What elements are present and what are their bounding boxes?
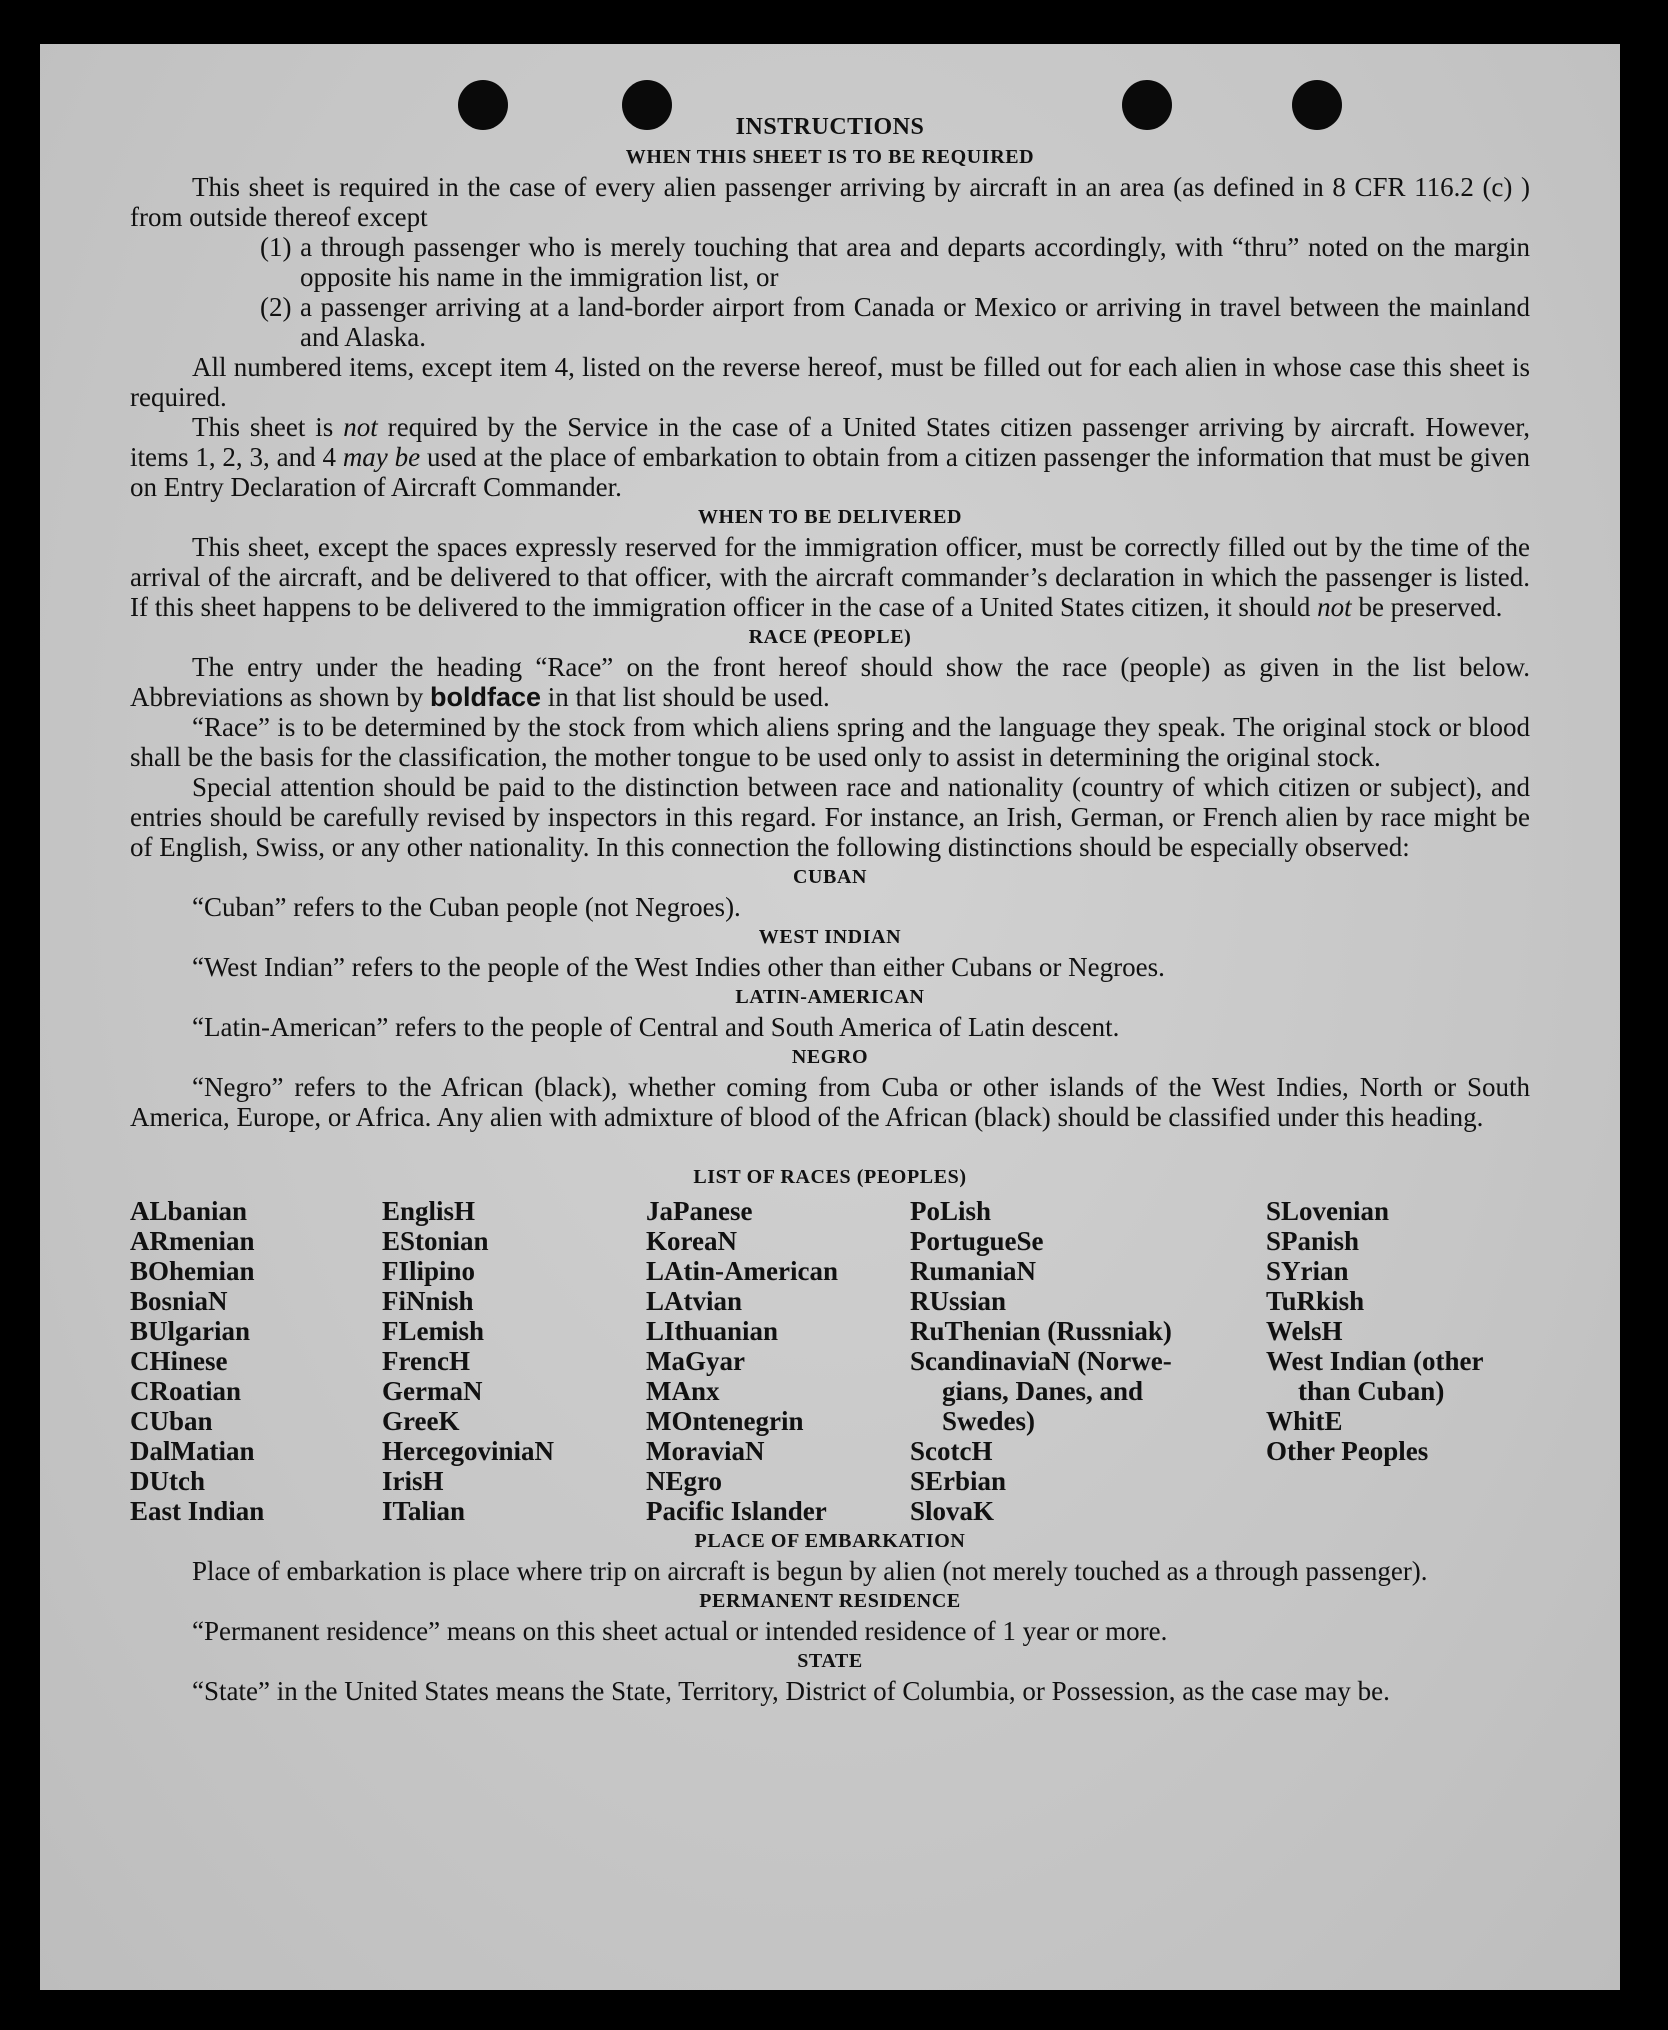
race-item: West Indian (other xyxy=(1266,1346,1484,1376)
race-item: DUtch xyxy=(130,1466,205,1496)
race-item: SLovenian xyxy=(1266,1196,1390,1226)
race-item: PoLish xyxy=(910,1196,992,1226)
race-item: MOntenegrin xyxy=(646,1406,804,1436)
race-item: FiNnish xyxy=(382,1286,474,1316)
page-title: INSTRUCTIONS xyxy=(735,114,925,140)
instructions-content xyxy=(130,112,1530,1706)
race-item: EStonian xyxy=(382,1226,489,1256)
race-item: ITalian xyxy=(382,1496,466,1526)
paragraph-state: “State” in the United States means the State, Territory, District of Columbia, or Possession, as the case may be. xyxy=(192,1676,1390,1706)
text-part: required by the Service in the case of a United States citizen passenger arriving by aircraft. However, items 1, 2, 3, and 4 xyxy=(130,412,1530,472)
text-part: in that list should be used. xyxy=(541,682,830,712)
race-item: MoraviaN xyxy=(646,1436,765,1466)
race-item: IrisH xyxy=(382,1466,444,1496)
text-part: be preserved. xyxy=(1351,592,1503,622)
heading-cuban: CUBAN xyxy=(792,866,868,888)
race-item: CUban xyxy=(130,1406,213,1436)
race-item: FrencH xyxy=(382,1346,470,1376)
race-item: Pacific Islander xyxy=(646,1496,827,1526)
paragraph-negro: “Negro” refers to the African (black), whether coming from Cuba or other islands of the West Indies, North or South America, Europe, or Africa. Any alien with admixture of blood of the African (black) should be classified under this heading. xyxy=(130,1072,1530,1132)
race-item: CHinese xyxy=(130,1346,228,1376)
text-part: The entry under the heading “Race” on the front hereof should show the race (people) as given in the list below. Abbreviations as shown by xyxy=(130,652,1530,712)
paragraph-delivered xyxy=(130,532,1530,622)
paragraph-race-entry xyxy=(130,652,1530,712)
race-item: ALbanian xyxy=(130,1196,248,1226)
heading-when-required: WHEN THIS SHEET IS TO BE REQUIRED xyxy=(625,146,1035,168)
paragraph-cuban: “Cuban” refers to the Cuban people (not Negroes). xyxy=(192,892,741,922)
race-item: DalMatian xyxy=(130,1436,255,1466)
paragraph-citizen xyxy=(130,412,1530,502)
race-list xyxy=(130,1196,1530,1526)
race-item-continuation: gians, Danes, and xyxy=(942,1376,1144,1406)
race-item: EnglisH xyxy=(382,1196,476,1226)
race-item: NEgro xyxy=(646,1466,723,1496)
race-column-3 xyxy=(646,1196,910,1526)
race-item-continuation: Swedes) xyxy=(942,1406,1035,1436)
race-item: PortugueSe xyxy=(910,1226,1044,1256)
paragraph-required: This sheet is required in the case of every alien passenger arriving by aircraft in an area (as defined in 8 CFR 116.2 (c) ) from outside thereof except xyxy=(130,172,1530,232)
race-item: CRoatian xyxy=(130,1376,242,1406)
race-column-1 xyxy=(130,1196,382,1526)
race-item: East Indian xyxy=(130,1496,265,1526)
heading-place-of-embarkation: PLACE OF EMBARKATION xyxy=(694,1530,966,1552)
race-item: MaGyar xyxy=(646,1346,745,1376)
race-item: JaPanese xyxy=(646,1196,753,1226)
race-item: ScotcH xyxy=(910,1436,993,1466)
paragraph-west-indian: “West Indian” refers to the people of the West Indies other than either Cubans or Negroes. xyxy=(192,952,1165,982)
paragraph-race-nationality: Special attention should be paid to the distinction between race and nationality (country of which citizen or subject), and entries should be carefully revised by inspectors in this regard. For instance, an Irish, German, or French alien by race might be of English, Swiss, or any other nationality. In this connection the following distinctions should be especially observed: xyxy=(130,772,1530,862)
race-item: LAtvian xyxy=(646,1286,743,1316)
race-item: MAnx xyxy=(646,1376,720,1406)
race-item: Other Peoples xyxy=(1266,1436,1429,1466)
race-item: BosniaN xyxy=(130,1286,228,1316)
emphasis-not: not xyxy=(1317,592,1352,622)
exception-item-2: (2) a passenger arriving at a land-border airport from Canada or Mexico or arriving in travel between the mainland and Alaska. xyxy=(260,292,1530,352)
heading-race: RACE (PEOPLE) xyxy=(748,626,912,648)
text-part: This sheet is xyxy=(192,412,344,442)
race-item: WhitE xyxy=(1266,1406,1343,1436)
race-item: FIlipino xyxy=(382,1256,476,1286)
paragraph-numbered-items: All numbered items, except item 4, listed on the reverse hereof, must be filled out for each alien in whose case this sheet is required. xyxy=(130,352,1530,412)
race-item-continuation: than Cuban) xyxy=(1298,1376,1445,1406)
heading-list-of-races: LIST OF RACES (PEOPLES) xyxy=(693,1166,967,1188)
paragraph-latin-american: “Latin-American” refers to the people of Central and South America of Latin descent. xyxy=(192,1012,1120,1042)
race-item: LAtin-American xyxy=(646,1256,838,1286)
race-column-2 xyxy=(382,1196,646,1526)
emphasis-not: not xyxy=(343,412,378,442)
emphasis-boldface: boldface xyxy=(429,682,541,712)
heading-west-indian: WEST INDIAN xyxy=(758,926,902,948)
paragraph-residence: “Permanent residence” means on this sheet actual or intended residence of 1 year or more. xyxy=(192,1616,1168,1646)
race-item: HercegoviniaN xyxy=(382,1436,554,1466)
race-column-5 xyxy=(1266,1196,1530,1526)
race-item: SErbian xyxy=(910,1466,1007,1496)
race-item: SlovaK xyxy=(910,1496,995,1526)
paragraph-embarkation: Place of embarkation is place where trip on aircraft is begun by alien (not merely touched as a through passenger). xyxy=(192,1556,1428,1586)
exception-item-1: (1) a through passenger who is merely touching that area and departs accordingly, with “thru” noted on the margin opposite his name in the immigration list, or xyxy=(260,232,1530,292)
heading-negro: NEGRO xyxy=(791,1046,869,1068)
race-item: RumaniaN xyxy=(910,1256,1037,1286)
race-item: FLemish xyxy=(382,1316,485,1346)
race-item: LIthuanian xyxy=(646,1316,779,1346)
document-sheet xyxy=(40,44,1620,1990)
race-item: BOhemian xyxy=(130,1256,255,1286)
paragraph-race-stock: “Race” is to be determined by the stock from which aliens spring and the language they speak. The original stock or blood shall be the basis for the classification, the mother tongue to be used only to assist in determining the original stock. xyxy=(130,712,1530,772)
race-item: RUssian xyxy=(910,1286,1007,1316)
race-item: SYrian xyxy=(1266,1256,1349,1286)
race-item: GreeK xyxy=(382,1406,460,1436)
heading-state: STATE xyxy=(797,1650,863,1672)
race-item: SPanish xyxy=(1266,1226,1360,1256)
race-item: ScandinaviaN (Norwe- xyxy=(910,1346,1172,1376)
race-item: ARmenian xyxy=(130,1226,255,1256)
race-column-4 xyxy=(910,1196,1266,1526)
race-item: RuThenian (Russniak) xyxy=(910,1316,1172,1346)
text-part: used at the place of embarkation to obtain from a citizen passenger the information that must be given on Entry Declaration of Aircraft Commander. xyxy=(130,442,1530,502)
emphasis-may-be: may be xyxy=(342,442,421,472)
heading-permanent-residence: PERMANENT RESIDENCE xyxy=(699,1590,961,1612)
race-item: TuRkish xyxy=(1266,1286,1365,1316)
race-item: KoreaN xyxy=(646,1226,737,1256)
heading-latin-american: LATIN-AMERICAN xyxy=(735,986,925,1008)
heading-when-delivered: WHEN TO BE DELIVERED xyxy=(697,506,963,528)
race-item: BUlgarian xyxy=(130,1316,251,1346)
race-item: WelsH xyxy=(1266,1316,1343,1346)
race-item: GermaN xyxy=(382,1376,483,1406)
text-part: This sheet, except the spaces expressly reserved for the immigration officer, must be correctly filled out by the time of the arrival of the aircraft, and be delivered to that officer, with the aircraft commander’s declaration in which the passenger is listed. If this sheet happens to be delivered to the immigration officer in the case of a United States citizen, it should xyxy=(130,532,1530,622)
